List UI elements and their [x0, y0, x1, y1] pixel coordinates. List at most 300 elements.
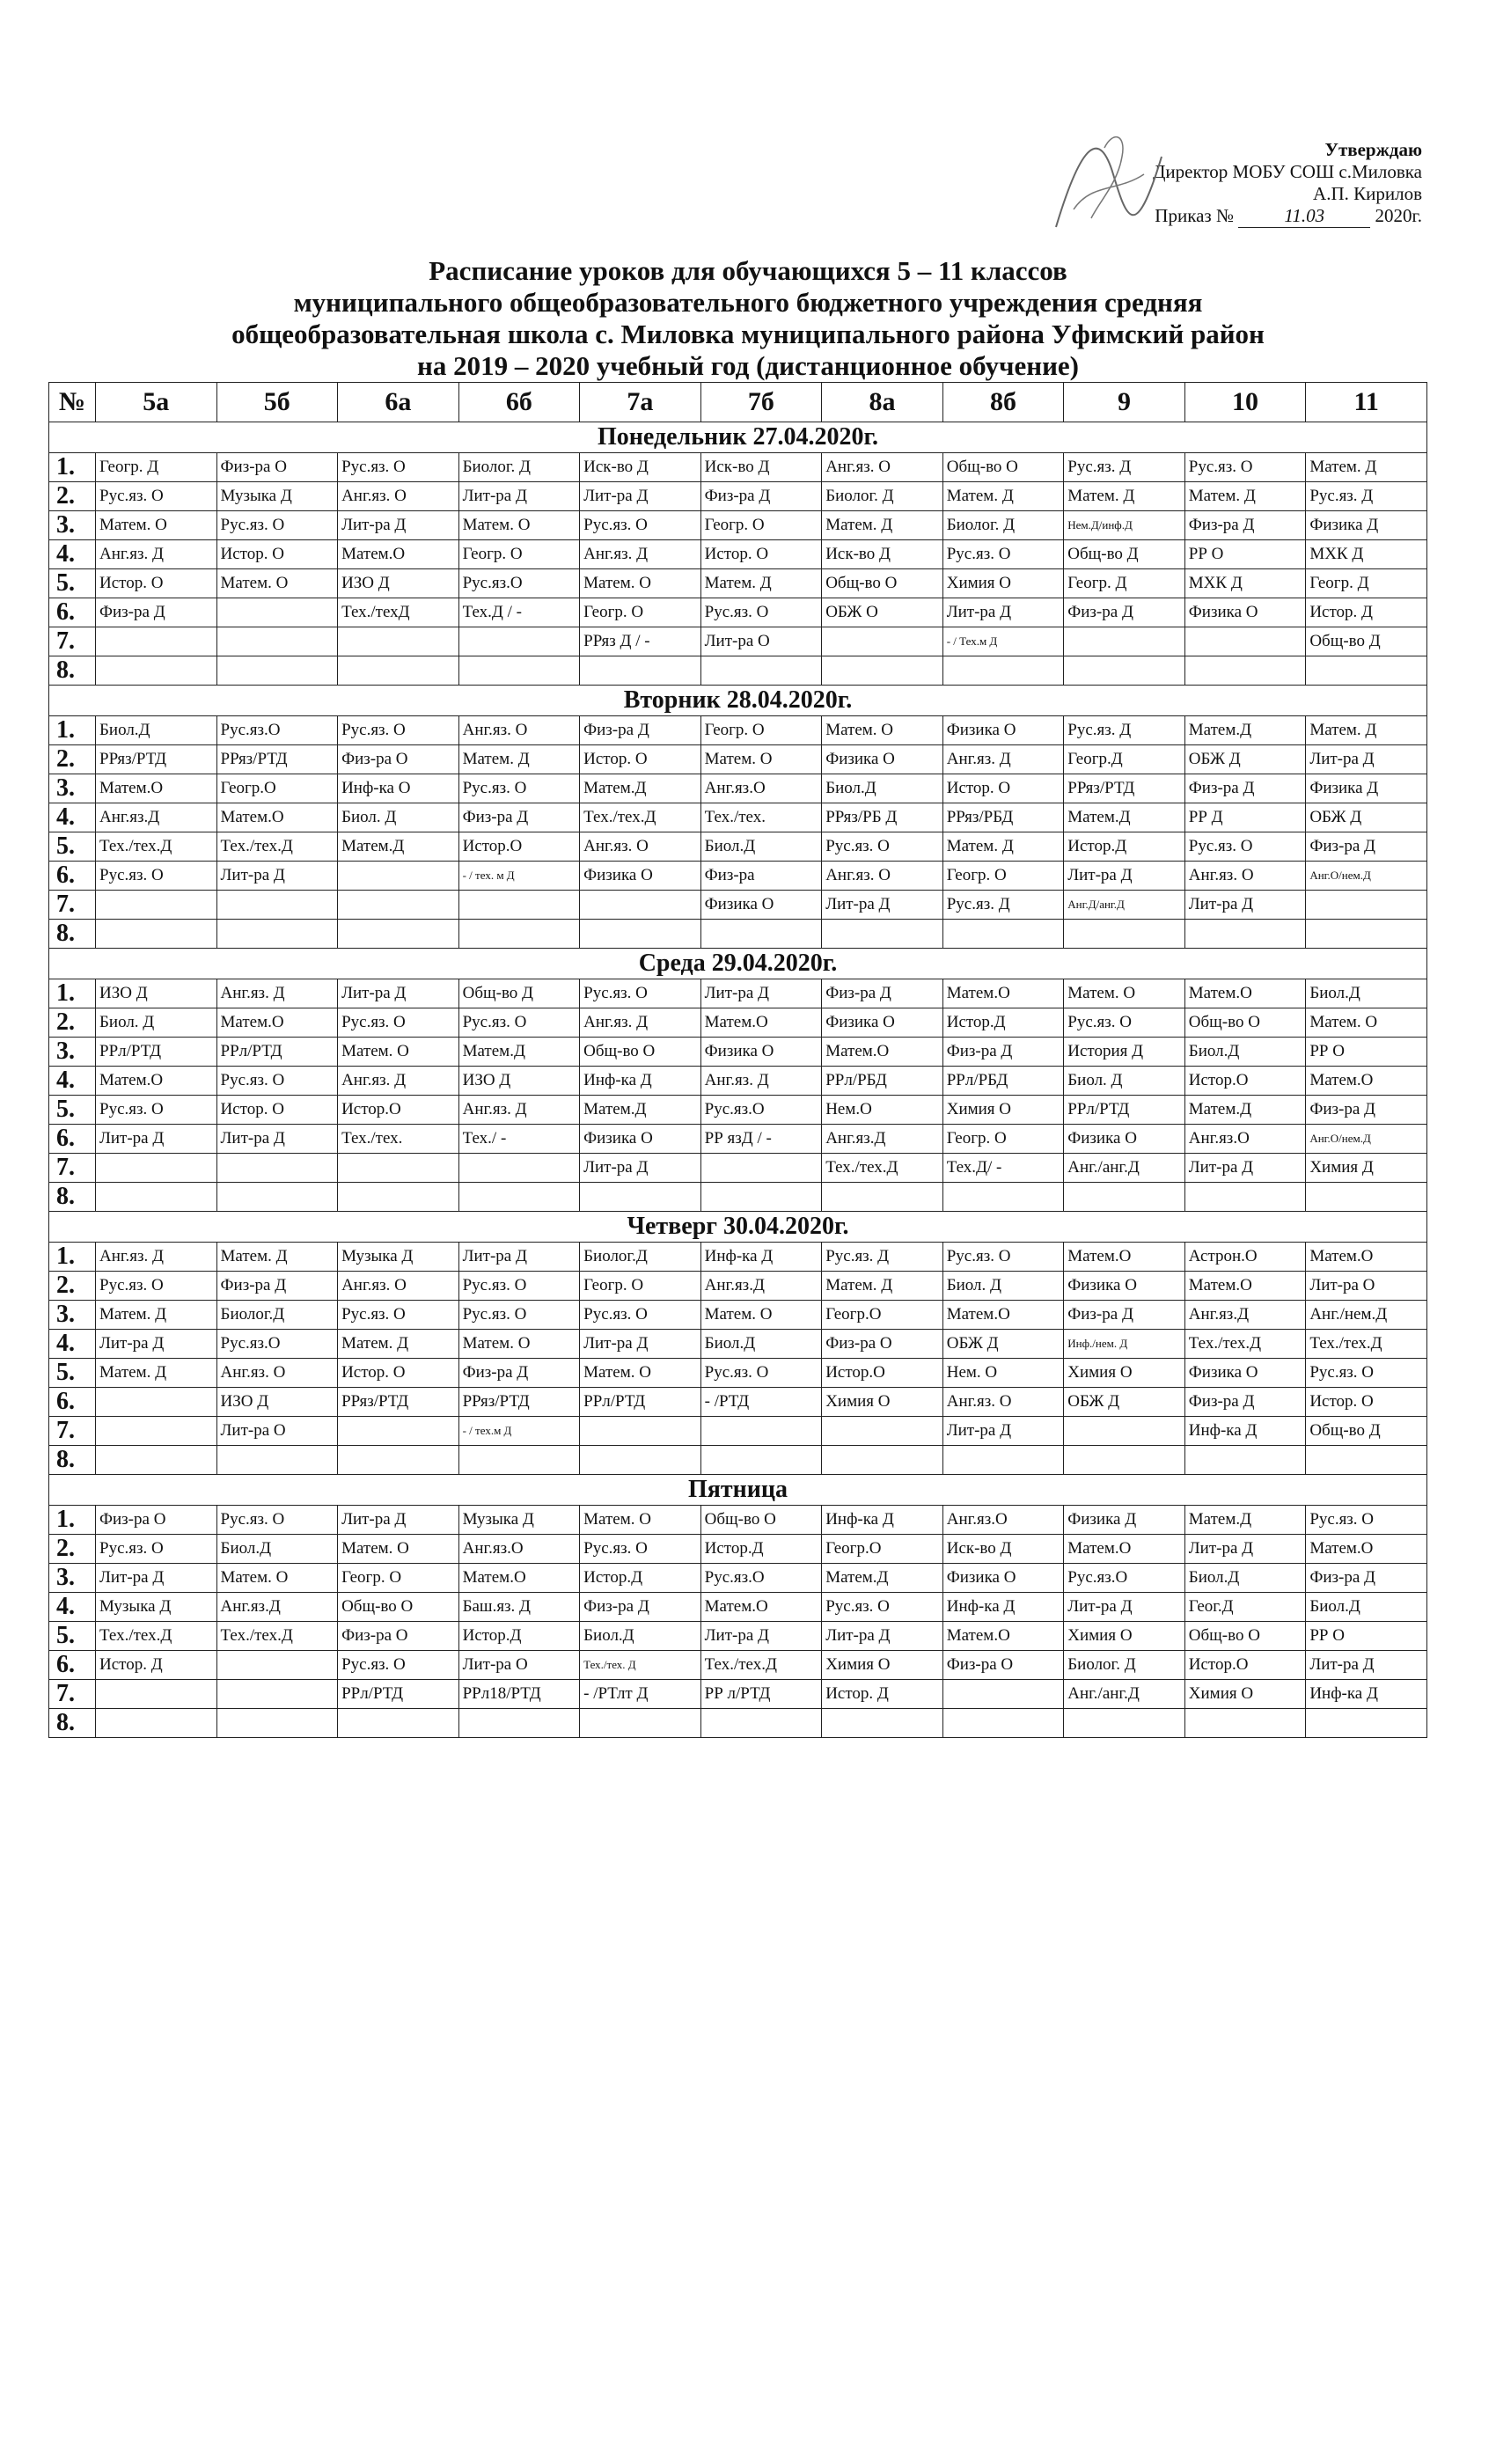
lesson-number: 2.: [49, 745, 96, 774]
lesson-cell: Рус.яз. О: [822, 1593, 943, 1622]
lesson-cell: Анг.яз.Д: [216, 1593, 338, 1622]
lesson-cell: Матем. О: [580, 1506, 701, 1535]
lesson-cell: Геогр. Д: [1306, 569, 1427, 598]
lesson-cell: Общ-во Д: [1306, 1417, 1427, 1446]
lesson-cell: Биол.Д: [700, 832, 822, 862]
lesson-cell: Рус.яз. О: [338, 453, 459, 482]
table-row: [49, 1651, 1427, 1680]
lesson-cell: [700, 1183, 822, 1212]
lesson-cell: [1064, 920, 1185, 949]
lesson-cell: [942, 1446, 1064, 1475]
lesson-cell: Матем.О: [216, 1008, 338, 1038]
column-header: 8а: [822, 383, 943, 422]
lesson-cell: Лит-ра Д: [580, 482, 701, 511]
lesson-cell: Истор. Д: [822, 1680, 943, 1709]
lesson-number: 7.: [49, 627, 96, 656]
lesson-cell: Рус.яз. О: [216, 1067, 338, 1096]
lesson-cell: Общ-во О: [338, 1593, 459, 1622]
lesson-cell: Общ-во Д: [458, 979, 580, 1008]
lesson-cell: - /РТД: [700, 1388, 822, 1417]
lesson-cell: Матем.Д: [822, 1564, 943, 1593]
lesson-cell: [338, 1183, 459, 1212]
lesson-number: 4.: [49, 803, 96, 832]
lesson-cell: Анг.яз.Д: [700, 1272, 822, 1301]
column-header: 7а: [580, 383, 701, 422]
lesson-cell: РРяз/РТД: [216, 745, 338, 774]
lesson-number: 7.: [49, 1154, 96, 1183]
lesson-cell: [580, 656, 701, 686]
lesson-cell: Лит-ра Д: [1184, 891, 1306, 920]
lesson-number: 5.: [49, 569, 96, 598]
lesson-cell: [338, 656, 459, 686]
column-header: 7б: [700, 383, 822, 422]
lesson-cell: Рус.яз. О: [580, 511, 701, 540]
lesson-cell: [338, 891, 459, 920]
signature-image: [1030, 121, 1188, 253]
lesson-cell: Химия Д: [1306, 1154, 1427, 1183]
lesson-cell: [458, 1709, 580, 1738]
lesson-cell: Матем.О: [822, 1038, 943, 1067]
lesson-cell: Истор.О: [338, 1096, 459, 1125]
lesson-cell: - /РТлт Д: [580, 1680, 701, 1709]
lesson-cell: Физ-ра Д: [1306, 832, 1427, 862]
lesson-cell: РРяз/РБ Д: [822, 803, 943, 832]
lesson-cell: Рус.яз. Д: [822, 1243, 943, 1272]
lesson-cell: Истор.О: [822, 1359, 943, 1388]
lesson-cell: Физ-ра Д: [822, 979, 943, 1008]
lesson-cell: Анг.яз. Д: [580, 540, 701, 569]
lesson-cell: [580, 1709, 701, 1738]
lesson-cell: Матем.О: [1306, 1535, 1427, 1564]
lesson-cell: Матем. Д: [458, 745, 580, 774]
lesson-cell: Матем. Д: [1306, 716, 1427, 745]
lesson-cell: Истор. О: [216, 1096, 338, 1125]
lesson-cell: Рус.яз. О: [96, 862, 217, 891]
lesson-cell: Матем. Д: [216, 1243, 338, 1272]
lesson-cell: [1306, 1709, 1427, 1738]
lesson-cell: Рус.яз. О: [580, 1535, 701, 1564]
lesson-cell: Матем.О: [942, 1622, 1064, 1651]
lesson-cell: Анг.яз. Д: [96, 540, 217, 569]
table-row: [49, 1564, 1427, 1593]
lesson-number: 3.: [49, 1564, 96, 1593]
lesson-cell: Общ-во Д: [1064, 540, 1185, 569]
lesson-cell: [338, 920, 459, 949]
lesson-cell: ОБЖ Д: [1306, 803, 1427, 832]
table-row: [49, 862, 1427, 891]
lesson-cell: Рус.яз. О: [96, 1272, 217, 1301]
lesson-cell: Лит-ра Д: [338, 511, 459, 540]
lesson-cell: Матем.О: [1306, 1067, 1427, 1096]
lesson-cell: [1184, 627, 1306, 656]
lesson-cell: Истор. О: [216, 540, 338, 569]
lesson-cell: Анг./анг.Д: [1064, 1680, 1185, 1709]
table-row: [49, 1067, 1427, 1096]
table-row: [49, 1096, 1427, 1125]
lesson-cell: [580, 1183, 701, 1212]
lesson-cell: Матем. Д: [822, 511, 943, 540]
day-header-row: [49, 422, 1427, 453]
day-header-row: [49, 1212, 1427, 1243]
lesson-number: 5.: [49, 1096, 96, 1125]
lesson-cell: Физ-ра Д: [458, 803, 580, 832]
lesson-cell: [822, 627, 943, 656]
day-title: Четверг 30.04.2020г.: [49, 1212, 1427, 1243]
lesson-cell: Рус.яз. О: [338, 716, 459, 745]
lesson-cell: Матем. О: [458, 511, 580, 540]
lesson-cell: Тех./ -: [458, 1125, 580, 1154]
lesson-cell: Матем.Д: [1184, 1096, 1306, 1125]
lesson-cell: Матем.Д: [1184, 716, 1306, 745]
lesson-cell: Лит-ра Д: [700, 1622, 822, 1651]
lesson-cell: Матем. О: [458, 1330, 580, 1359]
lesson-cell: Общ-во О: [822, 569, 943, 598]
lesson-cell: Рус.яз.О: [700, 1564, 822, 1593]
lesson-cell: Рус.яз. Д: [942, 891, 1064, 920]
lesson-cell: [216, 920, 338, 949]
lesson-cell: Матем. О: [96, 511, 217, 540]
lesson-cell: Истор. О: [942, 774, 1064, 803]
lesson-cell: Иск-во Д: [700, 453, 822, 482]
lesson-cell: [1184, 1183, 1306, 1212]
lesson-cell: РРяз/РТД: [458, 1388, 580, 1417]
lesson-cell: Рус.яз. Д: [1064, 716, 1185, 745]
lesson-cell: Рус.яз. О: [96, 482, 217, 511]
lesson-cell: Лит-ра Д: [1306, 745, 1427, 774]
table-row: [49, 1709, 1427, 1738]
lesson-cell: Инф-ка Д: [942, 1593, 1064, 1622]
table-row: [49, 1417, 1427, 1446]
lesson-cell: Инф-ка Д: [700, 1243, 822, 1272]
lesson-cell: [216, 1183, 338, 1212]
table-row: [49, 745, 1427, 774]
lesson-cell: РР Д: [1184, 803, 1306, 832]
lesson-cell: Рус.яз. О: [1064, 1008, 1185, 1038]
lesson-cell: Геогр. Д: [96, 453, 217, 482]
lesson-cell: Рус.яз.О: [458, 569, 580, 598]
lesson-cell: Физ-ра Д: [1064, 1301, 1185, 1330]
lesson-cell: Тех./тех.Д: [96, 1622, 217, 1651]
lesson-cell: РРл/РТД: [338, 1680, 459, 1709]
lesson-cell: Матем. О: [1306, 1008, 1427, 1038]
lesson-cell: Рус.яз. О: [1184, 453, 1306, 482]
lesson-cell: [96, 1183, 217, 1212]
column-header: 9: [1064, 383, 1185, 422]
lesson-cell: Физ-ра: [700, 862, 822, 891]
lesson-cell: Анг.яз.О: [1184, 1125, 1306, 1154]
lesson-cell: Биолог. Д: [458, 453, 580, 482]
day-header-row: [49, 949, 1427, 979]
lesson-cell: [96, 891, 217, 920]
lesson-cell: Матем.Д: [458, 1038, 580, 1067]
lesson-cell: [96, 1417, 217, 1446]
lesson-cell: [700, 1709, 822, 1738]
lesson-cell: Матем. Д: [1184, 482, 1306, 511]
lesson-cell: Физика О: [942, 1564, 1064, 1593]
lesson-cell: [1064, 1417, 1185, 1446]
lesson-cell: Анг.яз. Д: [338, 1067, 459, 1096]
table-row: [49, 569, 1427, 598]
column-header: 11: [1306, 383, 1427, 422]
lesson-cell: Химия О: [822, 1388, 943, 1417]
lesson-cell: Нем. О: [942, 1359, 1064, 1388]
lesson-number: 7.: [49, 1417, 96, 1446]
lesson-cell: - / тех.м Д: [458, 1417, 580, 1446]
lesson-cell: [942, 1183, 1064, 1212]
lesson-number: 8.: [49, 1709, 96, 1738]
lesson-cell: Матем.О: [338, 540, 459, 569]
title-line2: муниципального общеобразовательного бюджетного учреждения средняя: [293, 287, 1203, 318]
column-header: 5б: [216, 383, 338, 422]
lesson-cell: Химия О: [942, 1096, 1064, 1125]
lesson-cell: Физ-ра Д: [580, 716, 701, 745]
table-body: [49, 422, 1427, 1738]
lesson-cell: Лит-ра Д: [458, 1243, 580, 1272]
lesson-cell: ИЗО Д: [96, 979, 217, 1008]
lesson-cell: Матем. О: [580, 1359, 701, 1388]
lesson-cell: [1064, 1183, 1185, 1212]
lesson-cell: [1184, 656, 1306, 686]
lesson-cell: Матем. Д: [942, 482, 1064, 511]
lesson-cell: Инф-ка О: [338, 774, 459, 803]
order-fill: 11.03: [1238, 205, 1370, 228]
lesson-cell: Анг.яз. Д: [96, 1243, 217, 1272]
lesson-cell: [96, 1446, 217, 1475]
lesson-cell: Химия О: [1064, 1359, 1185, 1388]
lesson-cell: Лит-ра Д: [1064, 1593, 1185, 1622]
lesson-cell: Рус.яз. Д: [1064, 453, 1185, 482]
lesson-cell: Анг.яз. Д: [458, 1096, 580, 1125]
lesson-number: 6.: [49, 1651, 96, 1680]
lesson-cell: Биол. Д: [338, 803, 459, 832]
lesson-cell: Анг.яз. Д: [216, 979, 338, 1008]
lesson-cell: Матем.О: [1184, 1272, 1306, 1301]
lesson-cell: Музыка Д: [458, 1506, 580, 1535]
lesson-cell: Физ-ра Д: [580, 1593, 701, 1622]
lesson-cell: Истор. О: [338, 1359, 459, 1388]
lesson-cell: Матем. Д: [338, 1330, 459, 1359]
lesson-cell: [338, 627, 459, 656]
lesson-cell: Химия О: [822, 1651, 943, 1680]
lesson-cell: Нем.Д/инф.Д: [1064, 511, 1185, 540]
table-row: [49, 511, 1427, 540]
lesson-cell: [96, 1154, 217, 1183]
lesson-cell: Музыка Д: [338, 1243, 459, 1272]
lesson-cell: Матем. Д: [1064, 482, 1185, 511]
lesson-cell: Тех./тех.Д: [216, 1622, 338, 1651]
table-row: [49, 1506, 1427, 1535]
lesson-cell: ИЗО Д: [216, 1388, 338, 1417]
table-row: [49, 1154, 1427, 1183]
lesson-cell: Анг.О/нем.Д: [1306, 1125, 1427, 1154]
lesson-cell: Инф./нем. Д: [1064, 1330, 1185, 1359]
lesson-number: 7.: [49, 891, 96, 920]
lesson-cell: Тех./техД: [338, 598, 459, 627]
lesson-cell: МХК Д: [1306, 540, 1427, 569]
lesson-cell: Биолог.Д: [580, 1243, 701, 1272]
document-title: [132, 255, 1364, 382]
lesson-number: 5.: [49, 832, 96, 862]
lesson-cell: ОБЖ Д: [1184, 745, 1306, 774]
lesson-cell: Матем. О: [216, 569, 338, 598]
lesson-cell: Рус.яз. О: [1306, 1359, 1427, 1388]
lesson-cell: ОБЖ Д: [942, 1330, 1064, 1359]
lesson-number: 8.: [49, 920, 96, 949]
lesson-cell: Анг.яз. О: [1184, 862, 1306, 891]
lesson-cell: Физ-ра О: [338, 1622, 459, 1651]
lesson-cell: [338, 862, 459, 891]
lesson-cell: Матем. О: [700, 1301, 822, 1330]
lesson-cell: [458, 627, 580, 656]
lesson-cell: Физ-ра Д: [458, 1359, 580, 1388]
lesson-cell: - / Тех.м Д: [942, 627, 1064, 656]
table-row: [49, 1272, 1427, 1301]
lesson-cell: Анг.яз.О: [942, 1506, 1064, 1535]
lesson-cell: Рус.яз. О: [700, 598, 822, 627]
lesson-cell: РРяз/РТД: [96, 745, 217, 774]
lesson-cell: Тех./тех. Д: [580, 1651, 701, 1680]
lesson-cell: Рус.яз. Д: [1306, 482, 1427, 511]
lesson-cell: РРл/РТД: [216, 1038, 338, 1067]
lesson-cell: Рус.яз. О: [216, 511, 338, 540]
table-row: [49, 1301, 1427, 1330]
lesson-cell: Лит-ра Д: [1306, 1651, 1427, 1680]
lesson-cell: Анг.яз. О: [822, 862, 943, 891]
lesson-cell: РРл18/РТД: [458, 1680, 580, 1709]
lesson-cell: Матем.Д: [1064, 803, 1185, 832]
lesson-cell: Рус.яз. О: [338, 1008, 459, 1038]
lesson-cell: [700, 1154, 822, 1183]
lesson-cell: Лит-ра Д: [1184, 1535, 1306, 1564]
lesson-number: 3.: [49, 1038, 96, 1067]
lesson-cell: Матем.О: [96, 774, 217, 803]
lesson-cell: [942, 1680, 1064, 1709]
lesson-cell: Лит-ра Д: [700, 979, 822, 1008]
lesson-cell: Истор. О: [96, 569, 217, 598]
lesson-cell: [1184, 920, 1306, 949]
lesson-cell: Лит-ра Д: [96, 1330, 217, 1359]
lesson-number: 1.: [49, 1243, 96, 1272]
lesson-cell: Истор.Д: [458, 1622, 580, 1651]
table-row: [49, 1359, 1427, 1388]
lesson-cell: Истор.О: [1184, 1651, 1306, 1680]
lesson-cell: [338, 1709, 459, 1738]
lesson-cell: [458, 1446, 580, 1475]
lesson-cell: [1306, 920, 1427, 949]
lesson-cell: Физ-ра Д: [96, 598, 217, 627]
lesson-number: 1.: [49, 979, 96, 1008]
lesson-cell: Матем.О: [96, 1067, 217, 1096]
lesson-cell: РР О: [1184, 540, 1306, 569]
lesson-cell: Лит-ра Д: [216, 862, 338, 891]
lesson-cell: Рус.яз. О: [458, 1008, 580, 1038]
lesson-cell: [216, 1709, 338, 1738]
lesson-cell: Анг./анг.Д: [1064, 1154, 1185, 1183]
lesson-cell: [338, 1417, 459, 1446]
lesson-cell: Тех./тех.Д: [216, 832, 338, 862]
lesson-cell: Биол.Д: [700, 1330, 822, 1359]
lesson-cell: [458, 1183, 580, 1212]
lesson-cell: Физика О: [1184, 598, 1306, 627]
lesson-cell: Физика О: [700, 1038, 822, 1067]
lesson-cell: Лит-ра О: [458, 1651, 580, 1680]
lesson-cell: Биол. Д: [942, 1272, 1064, 1301]
lesson-cell: Физика Д: [1306, 774, 1427, 803]
table-header-row: [49, 383, 1427, 422]
lesson-cell: Тех./тех.Д: [822, 1154, 943, 1183]
table-row: [49, 1125, 1427, 1154]
lesson-cell: Лит-ра Д: [1064, 862, 1185, 891]
lesson-cell: Анг.яз.Д: [1184, 1301, 1306, 1330]
lesson-number: 6.: [49, 862, 96, 891]
lesson-cell: Матем.О: [942, 979, 1064, 1008]
lesson-cell: Анг.яз. Д: [700, 1067, 822, 1096]
lesson-cell: [580, 920, 701, 949]
table-row: [49, 1535, 1427, 1564]
lesson-number: 4.: [49, 540, 96, 569]
approval-line3: А.П. Кирилов: [1313, 183, 1422, 204]
lesson-cell: Геогр. О: [580, 598, 701, 627]
lesson-cell: Физ-ра Д: [700, 482, 822, 511]
lesson-cell: ИЗО Д: [338, 569, 459, 598]
lesson-number: 2.: [49, 482, 96, 511]
lesson-cell: Рус.яз.О: [216, 1330, 338, 1359]
table-row: [49, 774, 1427, 803]
table-row: [49, 803, 1427, 832]
lesson-cell: [338, 1154, 459, 1183]
schedule-table: [48, 382, 1427, 1738]
lesson-cell: Тех.Д / -: [458, 598, 580, 627]
day-title: Среда 29.04.2020г.: [49, 949, 1427, 979]
table-row: [49, 540, 1427, 569]
lesson-cell: [96, 656, 217, 686]
lesson-cell: Биол.Д: [1306, 1593, 1427, 1622]
lesson-cell: Физ-ра Д: [942, 1038, 1064, 1067]
lesson-cell: Тех./тех.Д: [96, 832, 217, 862]
lesson-cell: Геогр. О: [458, 540, 580, 569]
lesson-cell: Матем. О: [216, 1564, 338, 1593]
lesson-cell: Матем.Д: [1184, 1506, 1306, 1535]
lesson-cell: Химия О: [1184, 1680, 1306, 1709]
lesson-cell: Физика О: [580, 1125, 701, 1154]
lesson-cell: РР О: [1306, 1038, 1427, 1067]
lesson-cell: Химия О: [1064, 1622, 1185, 1651]
lesson-cell: Рус.яз.О: [700, 1096, 822, 1125]
lesson-cell: Анг.яз. Д: [942, 745, 1064, 774]
lesson-number: 5.: [49, 1359, 96, 1388]
lesson-cell: Матем. О: [338, 1535, 459, 1564]
lesson-cell: [1064, 1446, 1185, 1475]
lesson-cell: Рус.яз. О: [458, 1301, 580, 1330]
lesson-cell: Геогр. О: [580, 1272, 701, 1301]
table-row: [49, 453, 1427, 482]
lesson-cell: Физ-ра О: [216, 453, 338, 482]
lesson-number: 6.: [49, 598, 96, 627]
day-title: Пятница: [49, 1475, 1427, 1506]
lesson-cell: Лит-ра О: [700, 627, 822, 656]
lesson-cell: Матем. Д: [822, 1272, 943, 1301]
lesson-cell: Матем.О: [1184, 979, 1306, 1008]
lesson-cell: Матем.О: [216, 803, 338, 832]
lesson-cell: Матем.Д: [338, 832, 459, 862]
lesson-cell: Инф-ка Д: [1306, 1680, 1427, 1709]
lesson-number: 7.: [49, 1680, 96, 1709]
lesson-cell: Геогр. О: [700, 511, 822, 540]
table-row: [49, 1330, 1427, 1359]
column-header: №: [49, 383, 96, 422]
lesson-number: 4.: [49, 1593, 96, 1622]
table-row: [49, 1388, 1427, 1417]
